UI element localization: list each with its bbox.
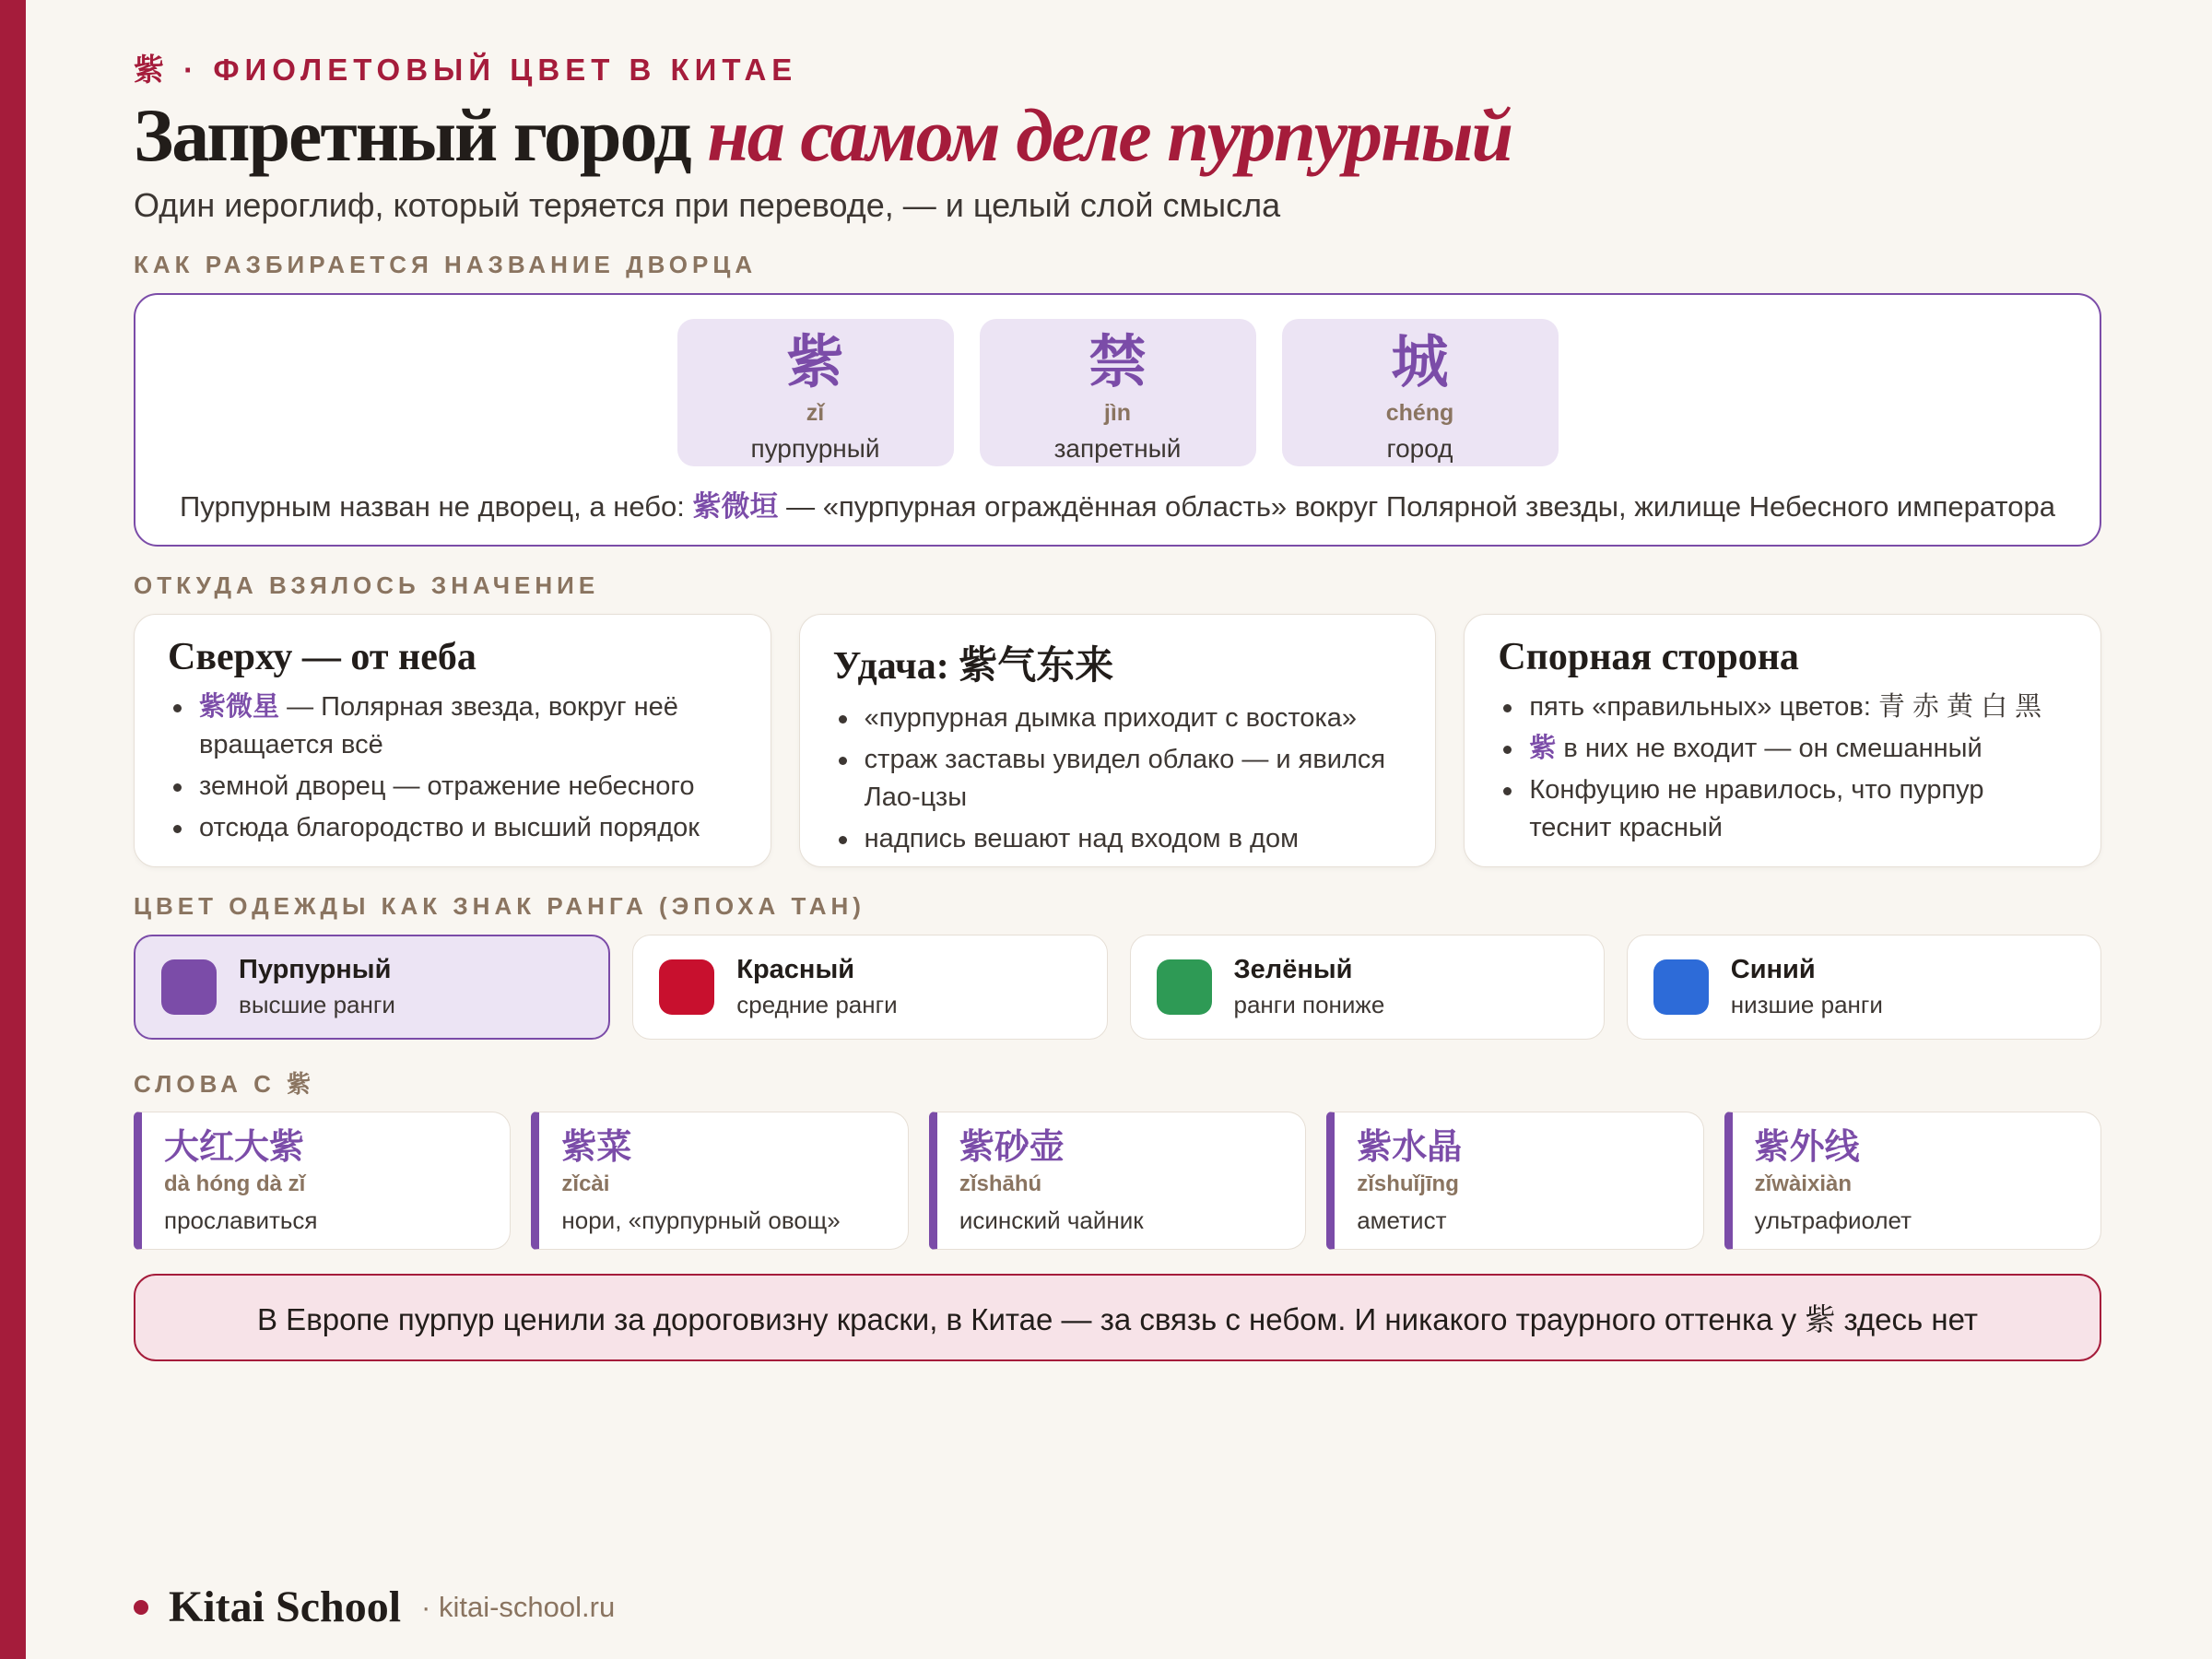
word-meaning: исинский чайник	[959, 1206, 1144, 1234]
list-item	[1498, 688, 2067, 726]
char-pinyin: chéng	[1385, 400, 1454, 426]
origin-card-luck	[799, 614, 1437, 867]
word-card	[1724, 1112, 2101, 1250]
origin-card-controversy	[1464, 614, 2101, 867]
char-hanzi: 城	[1391, 328, 1449, 395]
char-card	[980, 319, 1256, 466]
rank-cards	[134, 935, 2101, 1040]
item-text: отсюда благородство и высший порядок	[199, 813, 700, 842]
color-swatch	[1157, 959, 1212, 1015]
palace-note-highlight: 紫微垣	[692, 490, 779, 523]
rank-card-green	[1130, 935, 1605, 1040]
word-hanzi: 紫砂壶	[959, 1126, 1065, 1167]
rank-name: Красный	[736, 955, 855, 984]
site-link[interactable]: · kitai-school.ru	[421, 1590, 616, 1623]
char-card	[677, 319, 954, 466]
rank-description: ранги пониже	[1233, 991, 1385, 1018]
word-pinyin: dà hóng dà zǐ	[164, 1171, 306, 1196]
title-main: Запретный город	[134, 93, 708, 177]
item-text: в них не входит — он смешанный	[1556, 734, 1983, 763]
origin-list	[1498, 688, 2067, 847]
color-swatch	[161, 959, 217, 1015]
color-swatch	[1653, 959, 1709, 1015]
rank-card-purple	[134, 935, 610, 1040]
rank-description: низшие ранги	[1730, 991, 1883, 1018]
brand-name: Kitai School	[169, 1583, 402, 1631]
list-item	[1498, 730, 2067, 768]
char-pinyin: zǐ	[806, 400, 825, 426]
list-item	[1498, 771, 2067, 847]
list-item	[833, 741, 1403, 817]
origin-card-title: Сверху — от неба	[168, 636, 477, 678]
rank-description: средние ранги	[736, 991, 898, 1018]
rank-name: Зелёный	[1233, 955, 1353, 984]
palace-note	[135, 483, 2100, 524]
word-meaning: ультрафиолет	[1754, 1206, 1912, 1234]
word-meaning: нори, «пурпурный овощ»	[561, 1206, 841, 1234]
word-pinyin: zǐwàixiàn	[1754, 1171, 1852, 1196]
word-cards	[134, 1112, 2101, 1250]
brand-dot-icon	[134, 1600, 148, 1615]
origin-cards	[134, 614, 2101, 867]
list-item	[833, 700, 1403, 737]
page-title	[134, 92, 1512, 179]
item-text: «пурпурная дымка приходит с востока»	[864, 703, 1358, 733]
word-meaning: аметист	[1357, 1206, 1447, 1234]
item-text: страж заставы увидел облако — и явился Лао-цзы	[864, 745, 1386, 812]
item-text: пять «правильных» цветов: 青 赤 黄 白 黑	[1529, 692, 2042, 722]
subtitle: Один иероглиф, который теряется при переводе, — и целый слой смысла	[134, 186, 1281, 224]
word-pinyin: zǐshuǐjīng	[1357, 1171, 1459, 1196]
left-accent-bar	[0, 0, 26, 1659]
origin-card-title: Удача: 紫气东来	[832, 645, 1114, 688]
char-meaning: город	[1386, 434, 1453, 463]
item-text: надпись вешают над входом в дом	[864, 824, 1300, 853]
list-item	[833, 820, 1403, 858]
palace-note-after: — «пурпурная ограждённая область» вокруг Полярной звезды, жилище Небесного императора	[778, 490, 2055, 523]
closing-note: В Европе пурпур ценили за дороговизну краски, в Китае — за связь с небом. И никакого траурного оттенка у 紫 здесь нет	[134, 1274, 2101, 1361]
char-meaning: запретный	[1053, 434, 1182, 463]
char-card	[1282, 319, 1559, 466]
char-hanzi: 禁	[1088, 328, 1147, 395]
word-meaning: прославиться	[164, 1206, 318, 1234]
word-pinyin: zǐshāhú	[959, 1171, 1042, 1196]
word-hanzi: 紫外线	[1754, 1126, 1860, 1167]
char-hanzi: 紫	[786, 328, 844, 395]
section-label-palace: КАК РАЗБИРАЕТСЯ НАЗВАНИЕ ДВОРЦА	[134, 251, 758, 278]
footer	[134, 1582, 615, 1632]
word-card	[531, 1112, 908, 1250]
item-highlight: 紫微星	[199, 692, 280, 722]
word-hanzi: 大红大紫	[164, 1126, 305, 1167]
palace-note-before: Пурпурным назван не дворец, а небо:	[180, 490, 693, 523]
title-accent: на самом деле пурпурный	[707, 93, 1512, 177]
origin-list	[833, 700, 1403, 858]
kicker: 紫 · ФИОЛЕТОВЫЙ ЦВЕТ В КИТАЕ	[134, 53, 798, 87]
palace-chars	[135, 319, 2100, 466]
word-pinyin: zǐcài	[561, 1171, 610, 1196]
word-card	[1326, 1112, 1703, 1250]
list-item	[168, 809, 737, 847]
char-pinyin: jìn	[1103, 400, 1132, 426]
rank-card-red	[632, 935, 1107, 1040]
origin-list	[168, 688, 737, 847]
item-highlight: 紫	[1529, 734, 1557, 763]
rank-card-blue	[1627, 935, 2101, 1040]
list-item	[168, 688, 737, 764]
section-label-words: СЛОВА С 紫	[134, 1070, 316, 1098]
origin-card-sky	[134, 614, 771, 867]
origin-card-title: Спорная сторона	[1498, 636, 1799, 678]
rank-name: Пурпурный	[239, 955, 392, 984]
palace-name-box	[134, 293, 2101, 547]
item-text: Конфуцию не нравилось, что пурпур теснит красный	[1529, 775, 1984, 842]
rank-description: высшие ранги	[239, 991, 395, 1018]
color-swatch	[659, 959, 714, 1015]
item-text: земной дворец — отражение небесного	[199, 771, 695, 801]
word-card	[929, 1112, 1306, 1250]
word-hanzi: 紫水晶	[1357, 1126, 1463, 1167]
char-meaning: пурпурный	[750, 434, 880, 463]
section-label-origin: ОТКУДА ВЗЯЛОСЬ ЗНАЧЕНИЕ	[134, 571, 600, 599]
word-hanzi: 紫菜	[561, 1126, 632, 1167]
section-label-rank: ЦВЕТ ОДЕЖДЫ КАК ЗНАК РАНГА (ЭПОХА ТАН)	[134, 892, 865, 920]
item-text: — Полярная звезда, вокруг неё вращается всё	[199, 692, 678, 759]
rank-name: Синий	[1730, 955, 1816, 984]
word-card	[134, 1112, 511, 1250]
list-item	[168, 768, 737, 806]
